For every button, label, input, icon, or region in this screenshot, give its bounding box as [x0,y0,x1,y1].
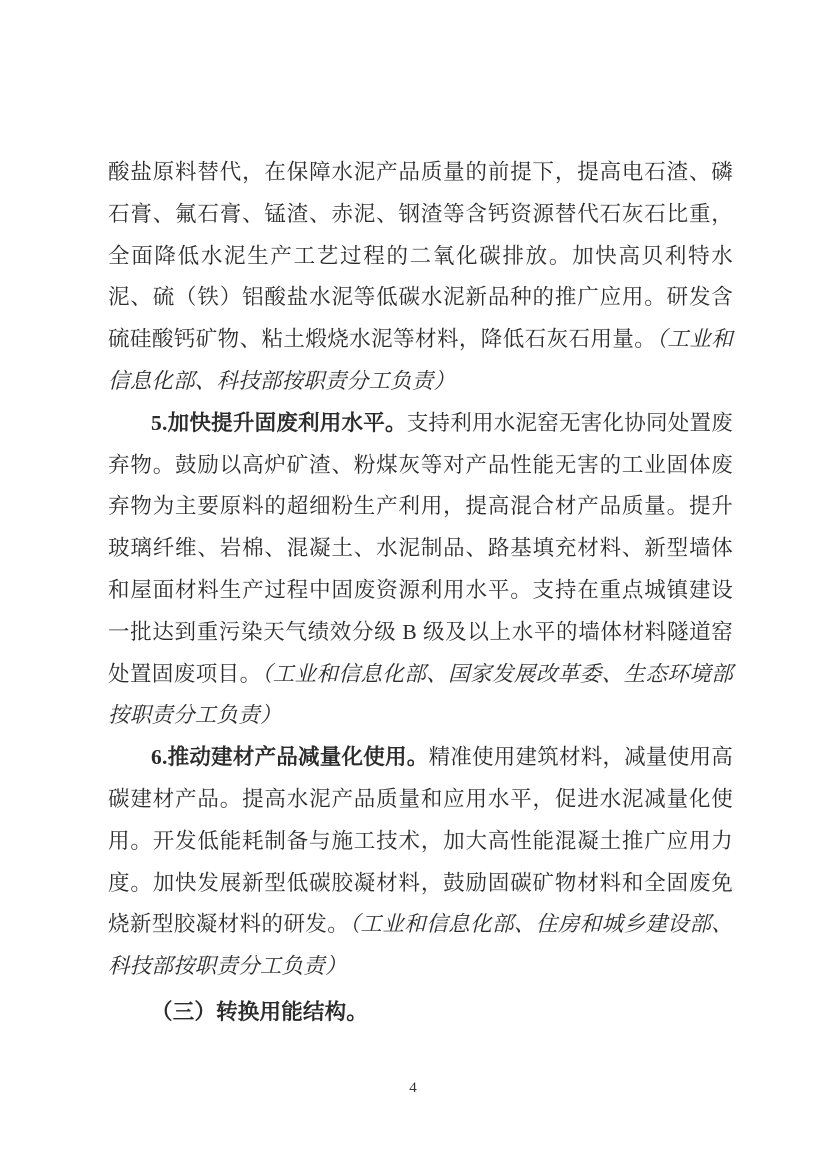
text-segment: 酸盐原料替代，在保障水泥产品质量的前提下，提高电石渣、磷石膏、氟石膏、锰渣、赤泥、钢渣等含钙资源替代石灰石比重，全面降低水泥生产工艺过程的二氧化碳排放。加快高贝利特水泥、硫（铁）铝酸盐水泥等低碳水泥新品种的推广应用。研发含硫硅酸钙矿物、粘土煅烧水泥等材料，降低石灰石用量。 [108,160,733,352]
para-item-5 [108,403,733,737]
text-segment: 支持利用水泥窑无害化协同处置废弃物。鼓励以高炉矿渣、粉煤灰等对产品性能无害的工业固体废弃物为主要原料的超细粉生产利用，提高混合材产品质量。提升玻璃纤维、岩棉、混凝土、水泥制品、路基填充材料、新型墙体和屋面材料生产过程中固废资源利用水平。支持在重点城镇建设一批达到重污染天气绩效分级 B 级及以上水平的墙体材料隧道窑处置固废项目。 [108,410,733,686]
text-segment: 5.加快提升固废利用水平。 [151,410,407,435]
text-block [108,152,733,1034]
para-continuation [108,152,733,403]
text-segment: 6.推动建材产品减量化使用。 [151,745,429,770]
text-segment: （工业和信息化部、科技部按职责分工负责） [108,327,733,393]
para-heading-3 [108,992,733,1034]
text-segment: 精准使用建筑材料，减量使用高碳建材产品。提高水泥产品质量和应用水平，促进水泥减量化使用。开发低能耗制备与施工技术，加大高性能混凝土推广应用力度。加快发展新型低碳胶凝材料，鼓励固碳矿物材料和全固废免烧新型胶凝材料的研发。 [108,745,733,937]
para-item-6 [108,737,733,988]
text-segment: （工业和信息化部、国家发展改革委、生态环境部按职责分工负责） [108,661,733,728]
text-segment: （工业和信息化部、住房和城乡建设部、科技部按职责分工负责） [108,912,733,979]
text-segment: （三）转换用能结构。 [151,999,369,1024]
page-number: 4 [409,1080,417,1096]
